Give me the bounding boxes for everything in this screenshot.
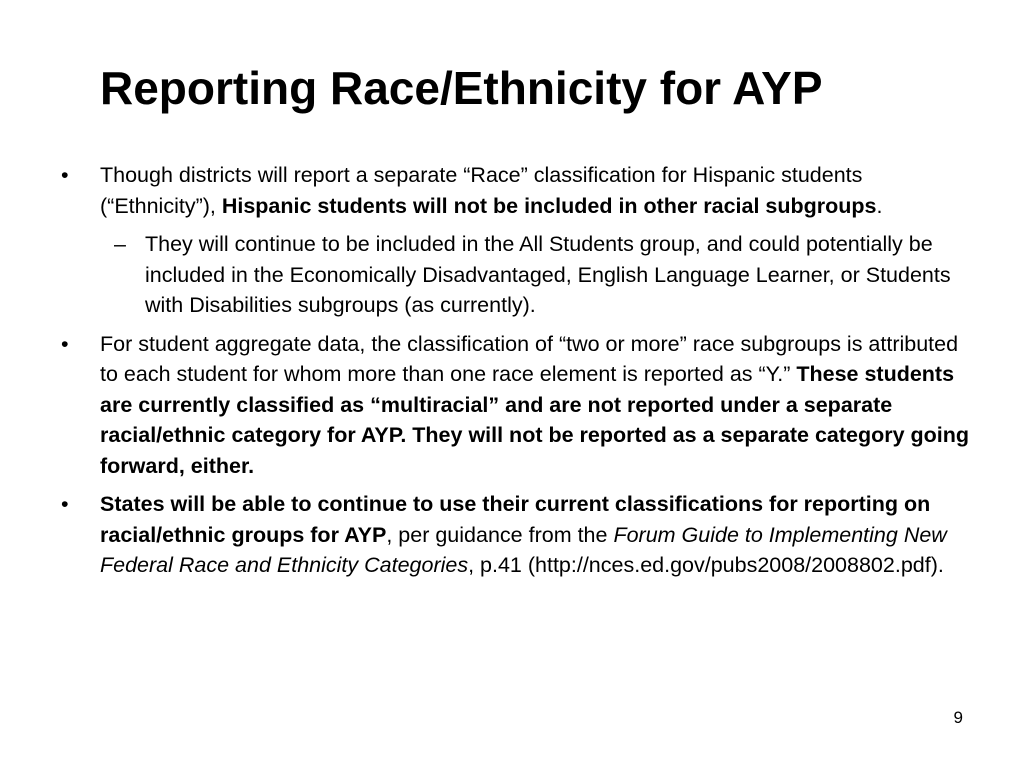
- bullet-marker: •: [61, 163, 69, 187]
- bullet-bold-text: States will be able to continue to use their current classifications for reporting on racial/ethnic groups for AYP: [100, 492, 931, 547]
- bullet-italic-text: Forum Guide to Implementing New Federal Race and Ethnicity Categories: [100, 522, 947, 577]
- sub-bullet-text: They will continue to be included in the All Students group, and could potentially be included in the Economically Disadvantaged, English Language Learner, or Students with Disabilities subgroups (as currently).: [145, 232, 951, 317]
- bullet-bold-text: These students are currently classified as “multiracial” and are not reported under a separate racial/ethnic category for AYP. They will not be reported as a separate category going forward, either.: [100, 362, 970, 478]
- bullet-marker: •: [61, 331, 69, 356]
- bullet-item: [61, 329, 980, 482]
- bullet-item: [61, 489, 980, 581]
- bullet-bold-text: Hispanic students will not be included in other racial subgroups: [221, 193, 877, 218]
- bullet-text: .: [876, 193, 883, 218]
- bullet-text: Though districts will report a separate “Race” classification for Hispanic students (“Ethnicity”),: [100, 163, 863, 218]
- bullet-text: , p.41 (http://nces.ed.gov/pubs2008/2008802.pdf).: [468, 553, 944, 577]
- slide-title: Reporting Race/Ethnicity for AYP: [100, 62, 823, 114]
- bullet-marker: •: [61, 492, 69, 516]
- bullet-text: , per guidance from the: [386, 522, 614, 547]
- sub-bullet-item: [114, 229, 980, 321]
- slide-body: [61, 160, 980, 589]
- bullet-text: For student aggregate data, the classification of “two or more” race subgroups is attributed to each student for whom more than one race element is reported as “Y.”: [100, 331, 959, 386]
- page-number: 9: [953, 708, 963, 727]
- sub-bullet-marker: –: [114, 232, 126, 256]
- bullet-item: [61, 160, 980, 221]
